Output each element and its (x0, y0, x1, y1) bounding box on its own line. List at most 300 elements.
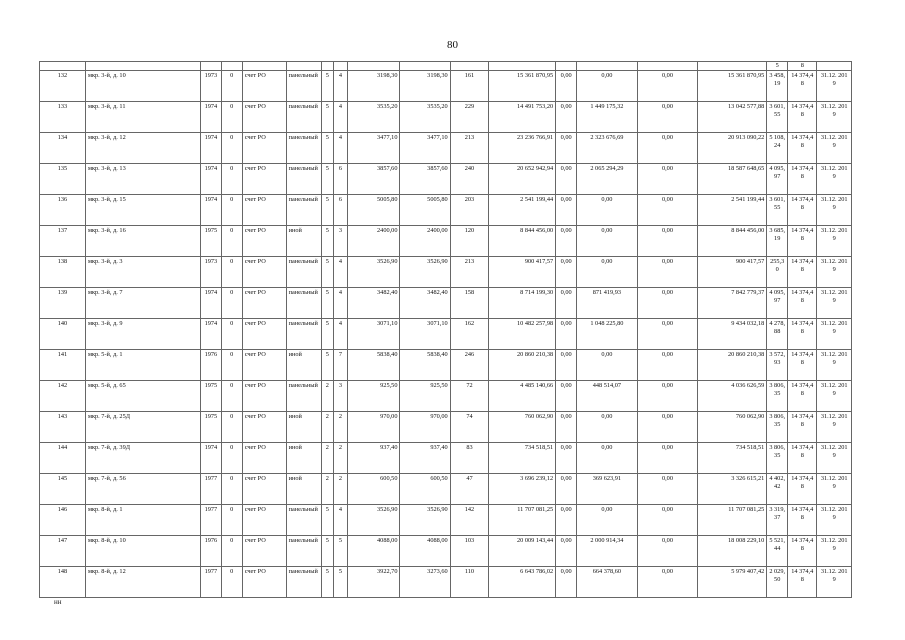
unit-limit-cell: 14 374,48 (788, 505, 817, 536)
cost-payments-cell: 734 518,51 (698, 443, 767, 474)
wall-material-cell: панельный (286, 288, 322, 319)
flag-cell: 0 (221, 505, 242, 536)
area-total-cell: 2400,00 (348, 226, 400, 257)
fund-cell: счет РО (242, 133, 286, 164)
deadline-cell: 31.12. 2019 (817, 350, 852, 381)
cost-total-cell: 3 696 239,12 (489, 474, 556, 505)
cost-fund-cell: 0,00 (556, 164, 577, 195)
wall-material-cell: панельный (286, 567, 322, 598)
cost-fund-cell: 0,00 (556, 257, 577, 288)
cost-other-cell: 0,00 (637, 350, 698, 381)
residents-cell: 47 (450, 474, 489, 505)
flag-cell: 0 (221, 474, 242, 505)
deadline-cell: 31.12. 2019 (817, 226, 852, 257)
entrances-cell: 3 (333, 226, 348, 257)
area-living-cell: 3071,10 (400, 319, 450, 350)
area-total-cell: 4088,00 (348, 536, 400, 567)
cost-other-cell: 0,00 (637, 505, 698, 536)
unit-cost-cell: 255,30 (767, 257, 788, 288)
cost-other-cell: 0,00 (637, 443, 698, 474)
cost-other-cell: 0,00 (637, 71, 698, 102)
unit-limit-cell: 14 374,48 (788, 71, 817, 102)
address-cell: мкр. 3-й, д. 11 (85, 102, 200, 133)
unit-cost-cell: 5 108,24 (767, 133, 788, 164)
year-cell: 1976 (200, 350, 221, 381)
fund-cell: счет РО (242, 71, 286, 102)
area-living-cell: 3273,60 (400, 567, 450, 598)
row-number-cell: 135 (40, 164, 86, 195)
row-number-cell: 141 (40, 350, 86, 381)
cost-other-cell: 0,00 (637, 381, 698, 412)
fund-cell: счет РО (242, 381, 286, 412)
deadline-cell: 31.12. 2019 (817, 319, 852, 350)
year-cell: 1976 (200, 536, 221, 567)
unit-limit-cell: 14 374,48 (788, 381, 817, 412)
wall-material-cell: иной (286, 412, 322, 443)
fund-cell: счет РО (242, 164, 286, 195)
flag-cell: 0 (221, 164, 242, 195)
row-number-cell: 134 (40, 133, 86, 164)
cost-total-cell: 11 707 081,25 (489, 505, 556, 536)
unit-cost-cell: 4 278,88 (767, 319, 788, 350)
area-total-cell: 970,00 (348, 412, 400, 443)
cost-owners-cell: 1 048 225,80 (577, 319, 638, 350)
unit-limit-cell: 14 374,48 (788, 319, 817, 350)
floors-cell: 5 (322, 288, 333, 319)
fund-cell: счет РО (242, 319, 286, 350)
unit-cost-cell: 3 458,19 (767, 71, 788, 102)
entrances-cell: 4 (333, 505, 348, 536)
address-cell: мкр. 8-й, д. 12 (85, 567, 200, 598)
table-row (40, 381, 852, 412)
address-cell: мкр. 3-й, д. 15 (85, 195, 200, 226)
table-row (40, 102, 852, 133)
year-cell: 1974 (200, 319, 221, 350)
unit-limit-cell: 14 374,48 (788, 257, 817, 288)
entrances-cell: 4 (333, 71, 348, 102)
table-row (40, 412, 852, 443)
unit-limit-cell: 14 374,48 (788, 102, 817, 133)
address-cell: мкр. 7-й, д. 56 (85, 474, 200, 505)
entrances-cell: 6 (333, 195, 348, 226)
cost-payments-cell: 2 541 199,44 (698, 195, 767, 226)
cost-other-cell: 0,00 (637, 412, 698, 443)
fund-cell: счет РО (242, 226, 286, 257)
address-cell: мкр. 3-й, д. 3 (85, 257, 200, 288)
wall-material-cell: иной (286, 350, 322, 381)
table-row (40, 164, 852, 195)
area-total-cell: 3071,10 (348, 319, 400, 350)
cost-payments-cell: 5 979 407,42 (698, 567, 767, 598)
cost-other-cell: 0,00 (637, 319, 698, 350)
table-row (40, 288, 852, 319)
cost-owners-cell: 1 449 175,32 (577, 102, 638, 133)
housing-repair-table (39, 61, 852, 598)
wall-material-cell: панельный (286, 536, 322, 567)
cost-owners-cell: 0,00 (577, 195, 638, 226)
cost-payments-cell: 900 417,57 (698, 257, 767, 288)
entrances-cell: 5 (333, 567, 348, 598)
deadline-cell: 31.12. 2019 (817, 257, 852, 288)
cost-fund-cell: 0,00 (556, 195, 577, 226)
cost-total-cell: 734 518,51 (489, 443, 556, 474)
cost-other-cell: 0,00 (637, 567, 698, 598)
table-row (40, 226, 852, 257)
row-number-cell: 140 (40, 319, 86, 350)
unit-limit-cell: 14 374,48 (788, 567, 817, 598)
table-row (40, 71, 852, 102)
deadline-cell: 31.12. 2019 (817, 71, 852, 102)
area-total-cell: 3922,70 (348, 567, 400, 598)
cost-fund-cell: 0,00 (556, 412, 577, 443)
cost-fund-cell: 0,00 (556, 381, 577, 412)
cost-owners-cell: 2 323 676,69 (577, 133, 638, 164)
cost-other-cell: 0,00 (637, 102, 698, 133)
unit-cost-cell: 5 521,44 (767, 536, 788, 567)
cost-fund-cell: 0,00 (556, 567, 577, 598)
year-cell: 1974 (200, 133, 221, 164)
wall-material-cell: панельный (286, 102, 322, 133)
cost-owners-cell: 369 623,91 (577, 474, 638, 505)
area-living-cell: 4088,00 (400, 536, 450, 567)
cost-owners-cell: 0,00 (577, 443, 638, 474)
address-cell: мкр. 5-й, д. 1 (85, 350, 200, 381)
area-total-cell: 937,40 (348, 443, 400, 474)
row-number-cell: 132 (40, 71, 86, 102)
year-cell: 1974 (200, 164, 221, 195)
unit-cost-cell: 3 601,55 (767, 102, 788, 133)
flag-cell: 0 (221, 350, 242, 381)
fund-cell: счет РО (242, 350, 286, 381)
cost-fund-cell: 0,00 (556, 133, 577, 164)
cost-payments-cell: 9 434 032,18 (698, 319, 767, 350)
address-cell: мкр. 8-й, д. 1 (85, 505, 200, 536)
table-row (40, 536, 852, 567)
unit-limit-cell: 14 374,48 (788, 350, 817, 381)
cost-payments-cell: 15 361 870,95 (698, 71, 767, 102)
floors-cell: 5 (322, 567, 333, 598)
cost-fund-cell: 0,00 (556, 443, 577, 474)
entrances-cell: 4 (333, 319, 348, 350)
flag-cell: 0 (221, 288, 242, 319)
area-total-cell: 3198,30 (348, 71, 400, 102)
unit-cost-cell: 3 806,35 (767, 443, 788, 474)
wall-material-cell: иной (286, 443, 322, 474)
floors-cell: 2 (322, 443, 333, 474)
unit-limit-cell: 8 (788, 62, 817, 71)
floors-cell: 5 (322, 102, 333, 133)
residents-cell: 162 (450, 319, 489, 350)
cost-payments-cell: 7 842 779,37 (698, 288, 767, 319)
flag-cell: 0 (221, 133, 242, 164)
floors-cell: 5 (322, 133, 333, 164)
cost-owners-cell: 0,00 (577, 257, 638, 288)
address-cell: мкр. 3-й, д. 9 (85, 319, 200, 350)
floors-cell: 2 (322, 412, 333, 443)
cost-owners-cell: 0,00 (577, 412, 638, 443)
unit-limit-cell: 14 374,48 (788, 412, 817, 443)
year-cell: 1975 (200, 381, 221, 412)
area-total-cell: 3526,90 (348, 505, 400, 536)
residents-cell: 246 (450, 350, 489, 381)
table-row (40, 257, 852, 288)
cost-fund-cell: 0,00 (556, 350, 577, 381)
residents-cell: 229 (450, 102, 489, 133)
cost-payments-cell: 760 062,90 (698, 412, 767, 443)
floors-cell: 5 (322, 71, 333, 102)
table-row-continuation (40, 62, 852, 71)
entrances-cell: 4 (333, 257, 348, 288)
cost-payments-cell: 11 707 081,25 (698, 505, 767, 536)
residents-cell: 240 (450, 164, 489, 195)
unit-limit-cell: 14 374,48 (788, 195, 817, 226)
deadline-cell: 31.12. 2019 (817, 474, 852, 505)
floors-cell: 2 (322, 381, 333, 412)
cost-fund-cell: 0,00 (556, 474, 577, 505)
table-row (40, 505, 852, 536)
entrances-cell: 2 (333, 474, 348, 505)
cost-payments-cell: 3 326 615,21 (698, 474, 767, 505)
area-living-cell: 5005,80 (400, 195, 450, 226)
deadline-cell: 31.12. 2019 (817, 536, 852, 567)
area-total-cell: 925,50 (348, 381, 400, 412)
cost-fund-cell: 0,00 (556, 288, 577, 319)
cost-total-cell: 15 361 870,95 (489, 71, 556, 102)
row-number-cell: 136 (40, 195, 86, 226)
cost-total-cell: 8 714 199,30 (489, 288, 556, 319)
page-number: 80 (447, 39, 458, 51)
cost-fund-cell: 0,00 (556, 505, 577, 536)
unit-cost-cell: 3 572,93 (767, 350, 788, 381)
wall-material-cell: иной (286, 474, 322, 505)
area-living-cell: 2400,00 (400, 226, 450, 257)
cost-other-cell: 0,00 (637, 257, 698, 288)
fund-cell: счет РО (242, 443, 286, 474)
area-living-cell: 3535,20 (400, 102, 450, 133)
row-number-cell: 146 (40, 505, 86, 536)
entrances-cell: 6 (333, 164, 348, 195)
flag-cell: 0 (221, 567, 242, 598)
address-cell: мкр. 3-й, д. 13 (85, 164, 200, 195)
fund-cell: счет РО (242, 412, 286, 443)
year-cell: 1975 (200, 226, 221, 257)
flag-cell: 0 (221, 443, 242, 474)
fund-cell: счет РО (242, 257, 286, 288)
wall-material-cell: панельный (286, 381, 322, 412)
row-number-cell: 133 (40, 102, 86, 133)
deadline-cell: 31.12. 2019 (817, 505, 852, 536)
floors-cell: 5 (322, 536, 333, 567)
row-number-cell: 144 (40, 443, 86, 474)
entrances-cell: 5 (333, 536, 348, 567)
cost-owners-cell: 664 378,60 (577, 567, 638, 598)
cost-total-cell: 20 009 143,44 (489, 536, 556, 567)
area-living-cell: 5838,40 (400, 350, 450, 381)
address-cell: мкр. 7-й, д. 39Д (85, 443, 200, 474)
deadline-cell: 31.12. 2019 (817, 195, 852, 226)
address-cell: мкр. 3-й, д. 10 (85, 71, 200, 102)
year-cell: 1973 (200, 257, 221, 288)
cost-payments-cell: 13 042 577,88 (698, 102, 767, 133)
area-living-cell: 3526,90 (400, 257, 450, 288)
residents-cell: 213 (450, 257, 489, 288)
year-cell: 1974 (200, 195, 221, 226)
area-total-cell: 3482,40 (348, 288, 400, 319)
unit-cost-cell: 2 029,50 (767, 567, 788, 598)
residents-cell: 158 (450, 288, 489, 319)
deadline-cell: 31.12. 2019 (817, 567, 852, 598)
flag-cell: 0 (221, 536, 242, 567)
unit-limit-cell: 14 374,48 (788, 133, 817, 164)
entrances-cell: 2 (333, 412, 348, 443)
residents-cell: 142 (450, 505, 489, 536)
residents-cell: 161 (450, 71, 489, 102)
unit-cost-cell: 4 402,42 (767, 474, 788, 505)
table-row (40, 350, 852, 381)
residents-cell: 74 (450, 412, 489, 443)
wall-material-cell: панельный (286, 505, 322, 536)
area-total-cell: 3535,20 (348, 102, 400, 133)
cost-owners-cell: 0,00 (577, 226, 638, 257)
cost-total-cell: 2 541 199,44 (489, 195, 556, 226)
residents-cell: 110 (450, 567, 489, 598)
cost-owners-cell: 2 065 294,29 (577, 164, 638, 195)
unit-cost-cell: 3 685,19 (767, 226, 788, 257)
year-cell: 1973 (200, 71, 221, 102)
address-cell: мкр. 5-й, д. 65 (85, 381, 200, 412)
wall-material-cell: панельный (286, 164, 322, 195)
floors-cell: 5 (322, 226, 333, 257)
fund-cell: счет РО (242, 567, 286, 598)
cost-payments-cell: 8 844 456,00 (698, 226, 767, 257)
area-total-cell: 3477,10 (348, 133, 400, 164)
unit-limit-cell: 14 374,48 (788, 288, 817, 319)
fund-cell: счет РО (242, 536, 286, 567)
year-cell: 1975 (200, 412, 221, 443)
deadline-cell: 31.12. 2019 (817, 412, 852, 443)
area-living-cell: 3857,60 (400, 164, 450, 195)
fund-cell: счет РО (242, 474, 286, 505)
cost-total-cell: 4 485 140,66 (489, 381, 556, 412)
wall-material-cell: панельный (286, 319, 322, 350)
area-total-cell: 600,50 (348, 474, 400, 505)
cost-owners-cell: 0,00 (577, 71, 638, 102)
area-living-cell: 937,40 (400, 443, 450, 474)
wall-material-cell: панельный (286, 257, 322, 288)
wall-material-cell: панельный (286, 133, 322, 164)
area-total-cell: 3857,60 (348, 164, 400, 195)
cost-other-cell: 0,00 (637, 474, 698, 505)
residents-cell: 83 (450, 443, 489, 474)
cost-other-cell: 0,00 (637, 226, 698, 257)
row-number-cell: 139 (40, 288, 86, 319)
flag-cell: 0 (221, 226, 242, 257)
flag-cell: 0 (221, 412, 242, 443)
cost-fund-cell: 0,00 (556, 71, 577, 102)
cost-other-cell: 0,00 (637, 195, 698, 226)
area-living-cell: 600,50 (400, 474, 450, 505)
row-number-cell: 142 (40, 381, 86, 412)
deadline-cell: 31.12. 2019 (817, 102, 852, 133)
flag-cell: 0 (221, 381, 242, 412)
unit-cost-cell: 4 095,97 (767, 288, 788, 319)
year-cell: 1974 (200, 443, 221, 474)
unit-cost-cell: 3 806,35 (767, 412, 788, 443)
area-living-cell: 925,50 (400, 381, 450, 412)
fund-cell: счет РО (242, 288, 286, 319)
row-number-cell: 138 (40, 257, 86, 288)
cost-total-cell: 6 643 786,02 (489, 567, 556, 598)
cost-fund-cell: 0,00 (556, 102, 577, 133)
unit-limit-cell: 14 374,48 (788, 443, 817, 474)
unit-limit-cell: 14 374,48 (788, 226, 817, 257)
entrances-cell: 2 (333, 443, 348, 474)
unit-limit-cell: 14 374,48 (788, 164, 817, 195)
entrances-cell: 7 (333, 350, 348, 381)
residents-cell: 203 (450, 195, 489, 226)
deadline-cell: 31.12. 2019 (817, 288, 852, 319)
cost-total-cell: 8 844 456,00 (489, 226, 556, 257)
table-row (40, 319, 852, 350)
area-total-cell: 5838,40 (348, 350, 400, 381)
area-living-cell: 3482,40 (400, 288, 450, 319)
unit-limit-cell: 14 374,48 (788, 474, 817, 505)
area-total-cell: 5005,80 (348, 195, 400, 226)
cost-fund-cell: 0,00 (556, 319, 577, 350)
cost-fund-cell: 0,00 (556, 226, 577, 257)
floors-cell: 5 (322, 505, 333, 536)
fund-cell: счет РО (242, 195, 286, 226)
entrances-cell: 3 (333, 381, 348, 412)
address-cell: мкр. 7-й, д. 25Д (85, 412, 200, 443)
address-cell: мкр. 3-й, д. 12 (85, 133, 200, 164)
row-number-cell: 148 (40, 567, 86, 598)
area-living-cell: 3198,30 (400, 71, 450, 102)
unit-cost-cell: 3 601,55 (767, 195, 788, 226)
floors-cell: 5 (322, 350, 333, 381)
cost-payments-cell: 18 587 648,65 (698, 164, 767, 195)
wall-material-cell: иной (286, 226, 322, 257)
area-living-cell: 3477,10 (400, 133, 450, 164)
unit-cost-cell: 4 095,97 (767, 164, 788, 195)
address-cell: мкр. 8-й, д. 10 (85, 536, 200, 567)
cost-payments-cell: 20 860 210,38 (698, 350, 767, 381)
unit-cost-cell: 3 806,35 (767, 381, 788, 412)
residents-cell: 103 (450, 536, 489, 567)
address-cell: мкр. 3-й, д. 16 (85, 226, 200, 257)
cost-payments-cell: 20 913 090,22 (698, 133, 767, 164)
cost-total-cell: 23 236 766,91 (489, 133, 556, 164)
entrances-cell: 4 (333, 133, 348, 164)
area-total-cell: 3526,90 (348, 257, 400, 288)
cost-total-cell: 760 062,90 (489, 412, 556, 443)
floors-cell: 2 (322, 474, 333, 505)
cost-other-cell: 0,00 (637, 133, 698, 164)
residents-cell: 120 (450, 226, 489, 257)
area-living-cell: 3526,90 (400, 505, 450, 536)
wall-material-cell: панельный (286, 195, 322, 226)
fund-cell: счет РО (242, 102, 286, 133)
cost-payments-cell: 18 008 229,10 (698, 536, 767, 567)
cost-total-cell: 14 491 753,20 (489, 102, 556, 133)
flag-cell: 0 (221, 319, 242, 350)
year-cell: 1977 (200, 474, 221, 505)
cost-owners-cell: 448 514,07 (577, 381, 638, 412)
cost-total-cell: 20 652 942,94 (489, 164, 556, 195)
cost-owners-cell: 0,00 (577, 350, 638, 381)
cost-owners-cell: 871 419,93 (577, 288, 638, 319)
cost-owners-cell: 0,00 (577, 505, 638, 536)
